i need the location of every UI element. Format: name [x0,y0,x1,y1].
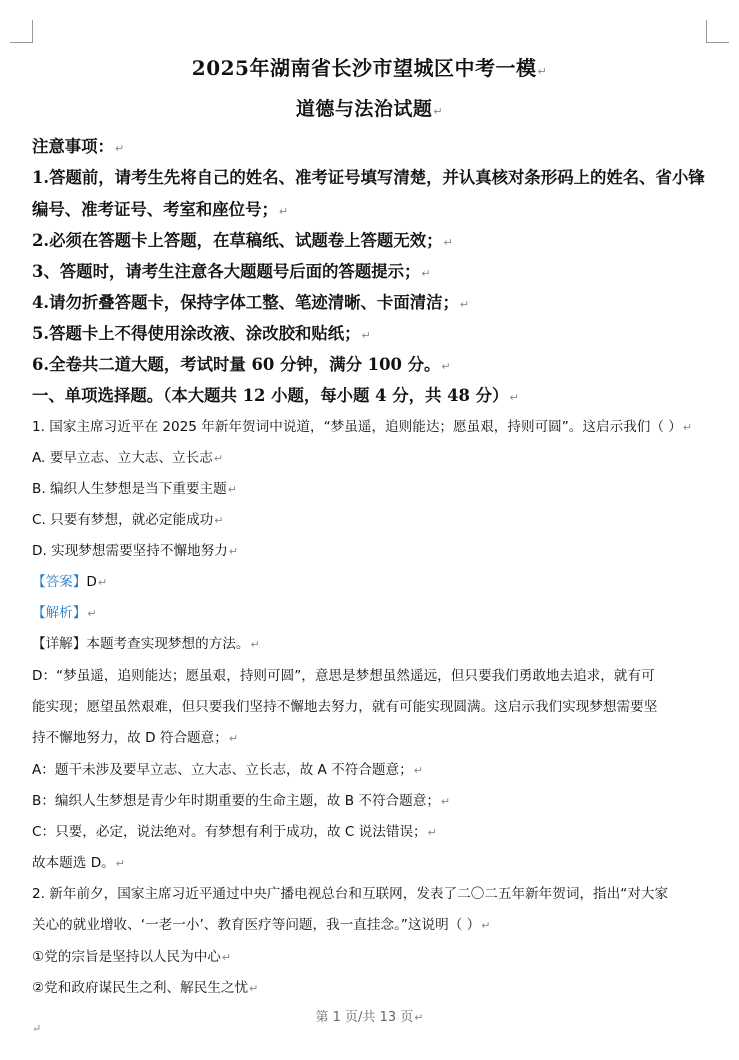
notice-item-5: 5.答题卡上不得使用涂改液、涂改胶和贴纸；↵ [32,324,371,343]
question-1-option-b: B. 编织人生梦想是当下重要主题↵ [32,481,237,497]
question-2-stem: 2. 新年前夕，国家主席习近平通过中央广播电视总台和互联网，发表了二〇二五年新年贺词，指出“对大家 [32,886,669,902]
section-1-heading: 一、单项选择题。（本大题共 12 小题，每小题 4 分，共 48 分）↵ [32,386,519,405]
question-2-stem-cont: 关心的就业增收、‘一老一小’、教育医疗等问题，我一直挂念。”这说明（ ）↵ [32,917,491,933]
notice-item-4: 4.请勿折叠答题卡，保持字体工整、笔迹清晰、卡面清洁；↵ [32,293,470,312]
crop-mark-top-right [706,20,729,43]
notice-item-3: 3、答题时，请考生注意各大题题号后面的答题提示；↵ [32,262,431,281]
notice-item-2: 2.必须在答题卡上答题，在草稿纸、试题卷上答题无效；↵ [32,231,453,250]
answer-tag: 【答案】 [32,574,87,590]
paragraph-mark: ↵ [32,1022,42,1035]
crop-mark-top-left [10,20,33,43]
question-1-stem: 1. 国家主席习近平在 2025 年新年贺词中说道，“梦虽遥，追则能达；愿虽艰，持则可圆”。这启示我们（ ）↵ [32,419,693,435]
notice-item-1-cont: 编号、准考证号、考室和座位号；↵ [32,200,289,219]
page-subtitle: 道德与法治试题↵ [295,98,444,120]
notice-item-1: 1.答题前，请考生先将自己的姓名、准考证号填写清楚，并认真核对条形码上的姓名、省小锋 [32,168,705,187]
question-1-option-d: D. 实现梦想需要坚持不懈地努力↵ [32,543,239,559]
notice-item-6: 6.全卷共二道大题，考试时量 60 分钟，满分 100 分。↵ [32,355,451,374]
question-1-detail-intro: 【详解】本题考查实现梦想的方法。↵ [32,636,260,652]
question-1-option-c: C. 只要有梦想，就必定能成功↵ [32,512,224,528]
question-1-detail-line: 持不懈地努力，故 D 符合题意；↵ [32,730,239,746]
question-1-detail-line: A：题干未涉及要早立志、立大志、立长志，故 A 不符合题意；↵ [32,762,423,778]
question-1-option-a: A. 要早立志、立大志、立长志↵ [32,450,224,466]
question-1-conclusion: 故本题选 D。↵ [32,855,125,871]
question-1-detail-line: 能实现；愿望虽然艰难，但只要我们坚持不懈地去努力，就有可能实现圆满。这启示我们实现梦想需要坚 [32,699,658,715]
page-title: 2025年湖南省长沙市望城区中考一模↵ [191,56,548,80]
notice-heading: 注意事项：↵ [32,137,125,156]
question-1-detail-line: D：“梦虽遥，追则能达；愿虽艰，持则可圆”，意思是梦想虽然遥远，但只要我们勇敢地去追求，就有可 [32,668,655,684]
question-2-item-2: ②党和政府谋民生之利、解民生之忧↵ [32,980,259,996]
question-1-detail-line: C：只要，必定，说法绝对。有梦想有利于成功，故 C 说法错误；↵ [32,824,437,840]
question-1-detail-line: B：编织人生梦想是青少年时期重要的生命主题，故 B 不符合题意；↵ [32,793,451,809]
page-footer: 第 1 页/共 13 页↵ [315,1010,424,1025]
question-2-item-1: ①党的宗旨是坚持以人民为中心↵ [32,949,232,965]
question-1-answer: 【答案】D↵ [32,574,108,590]
question-1-analysis-tag: 【解析】↵ [32,605,97,621]
